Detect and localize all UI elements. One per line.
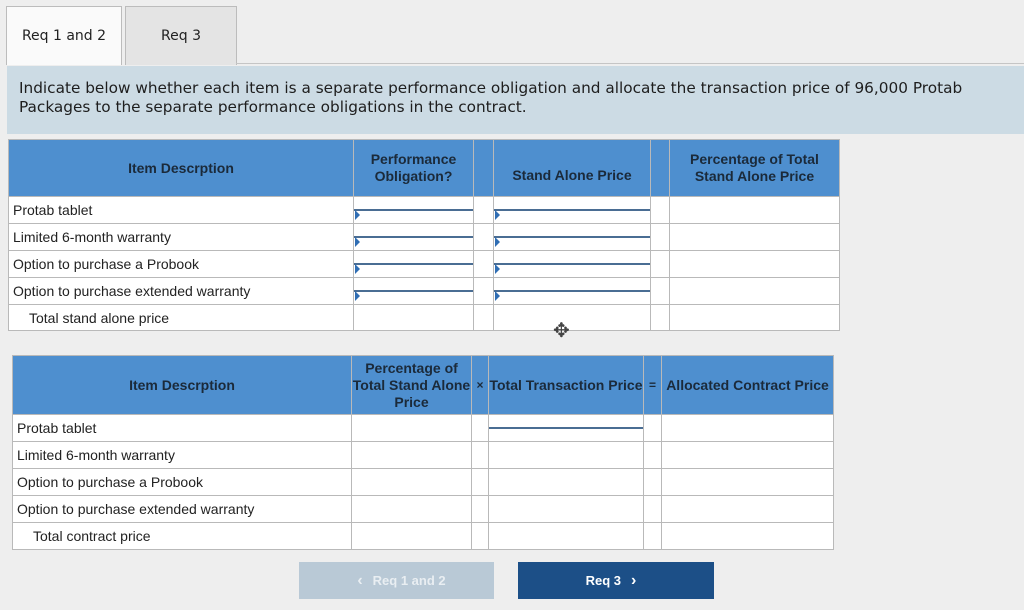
stand-alone-price-input[interactable] [494, 209, 650, 211]
item-label: Protab tablet [9, 197, 354, 224]
transaction-price-cell [489, 496, 644, 523]
equals-sign: = [644, 356, 662, 415]
total-percentage-cell [670, 305, 840, 331]
header-spacer [474, 140, 494, 197]
item-description-header: Item Descrption [9, 140, 354, 197]
item-label: Option to purchase extended warranty [9, 278, 354, 305]
transaction-price-cell [489, 442, 644, 469]
next-button-label: Req 3 [585, 573, 622, 588]
percentage-cell [352, 442, 472, 469]
transaction-price-cell [489, 469, 644, 496]
stand-alone-price-input[interactable] [494, 236, 650, 238]
item-label: Protab tablet [13, 415, 352, 442]
allocated-price-cell [662, 415, 834, 442]
obligation-input[interactable] [354, 290, 473, 292]
item-description-header: Item Descrption [13, 356, 352, 415]
tab-bar [0, 0, 1024, 68]
percentage-cell [352, 469, 472, 496]
performance-obligation-header: Performance Obligation? [354, 140, 474, 197]
percentage-cell [670, 197, 840, 224]
allocated-price-cell [662, 442, 834, 469]
stand-alone-price-input[interactable] [494, 263, 650, 265]
tab-req-3[interactable]: Req 3 [125, 6, 237, 65]
prev-button-label: Req 1 and 2 [372, 573, 446, 588]
allocated-price-cell [662, 496, 834, 523]
chevron-right-icon: › [631, 571, 637, 589]
allocation-table [12, 355, 834, 550]
item-label: Limited 6-month warranty [9, 224, 354, 251]
stand-alone-price-header: Stand Alone Price [494, 140, 651, 197]
instructions: Indicate below whether each item is a separate performance obligation and allocate the transaction price of 96,000 Protab Packages to the separate performance obligations in the contract. [7, 66, 1024, 134]
obligation-input[interactable] [354, 263, 473, 265]
allocated-contract-price-header: Allocated Contract Price [662, 356, 834, 415]
item-label: Option to purchase a Probook [9, 251, 354, 278]
total-transaction-price-header: Total Transaction Price [489, 356, 644, 415]
total-contract-price-cell [662, 523, 834, 550]
percentage-cell [670, 251, 840, 278]
total-label: Total stand alone price [9, 305, 354, 331]
allocated-price-cell [662, 469, 834, 496]
total-stand-alone-price-cell [494, 305, 651, 331]
item-label: Limited 6-month warranty [13, 442, 352, 469]
item-label: Option to purchase extended warranty [13, 496, 352, 523]
percentage-cell [352, 496, 472, 523]
percentage-cell [352, 415, 472, 442]
obligation-input[interactable] [354, 236, 473, 238]
tab-divider [236, 63, 1024, 64]
percentage-total-header: Percentage of Total Stand Alone Price [670, 140, 840, 197]
percentage-cell [670, 224, 840, 251]
move-cursor-icon: ✥ [553, 320, 570, 342]
tab-req-1-and-2[interactable]: Req 1 and 2 [6, 6, 122, 65]
chevron-left-icon: ‹ [357, 571, 363, 589]
obligation-input[interactable] [354, 209, 473, 211]
multiply-sign: × [472, 356, 489, 415]
header-spacer [651, 140, 670, 197]
percentage-total-header: Percentage of Total Stand Alone Price [352, 356, 472, 415]
percentage-cell [670, 278, 840, 305]
stand-alone-price-input[interactable] [494, 290, 650, 292]
total-label: Total contract price [13, 523, 352, 550]
item-label: Option to purchase a Probook [13, 469, 352, 496]
total-transaction-price-input[interactable] [489, 427, 643, 429]
stand-alone-price-table [8, 139, 840, 331]
next-button[interactable] [518, 562, 714, 599]
prev-button[interactable] [299, 562, 494, 599]
